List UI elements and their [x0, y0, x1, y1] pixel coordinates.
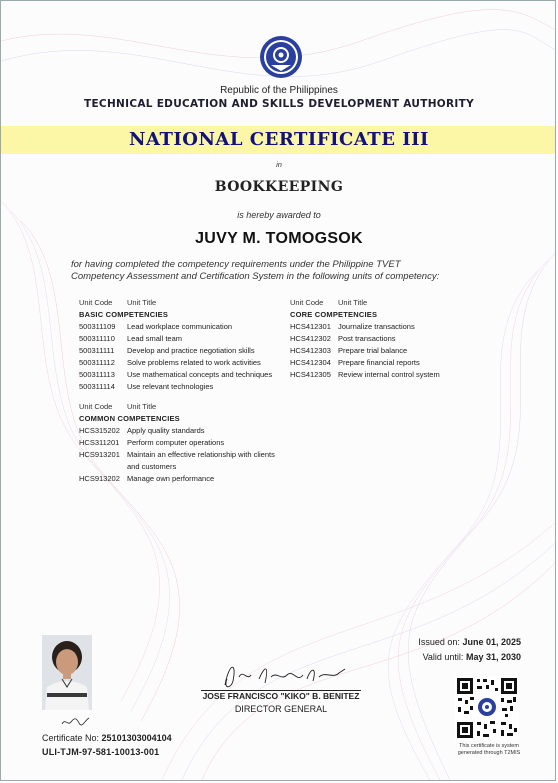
holder-photo [42, 635, 92, 710]
unit-row [79, 369, 289, 381]
unit-code: 500311110 [79, 334, 115, 343]
column-header [79, 297, 289, 309]
qr-code-icon [455, 676, 519, 740]
agency-name: TECHNICAL EDUCATION AND SKILLS DEVELOPMENT AUTHORITY [84, 98, 474, 110]
qr-note-line: This certificate is system [459, 743, 519, 749]
republic-label: Republic of the Philippines [220, 85, 338, 96]
core-competencies [290, 297, 490, 381]
valid-date: May 31, 2030 [465, 652, 521, 662]
basic-competencies [79, 297, 289, 393]
signatory-name-block [183, 691, 379, 701]
awarded-label: is hereby awarded to [237, 210, 321, 220]
basic-heading: BASIC COMPETENCIES [79, 310, 169, 319]
qr-note [449, 743, 529, 757]
unit-title: Post transactions [338, 334, 396, 343]
column-header [79, 401, 299, 413]
tesda-seal-icon [259, 35, 303, 79]
requirement-line: for having completed the competency requirements under the Philippine TVET [71, 259, 401, 270]
unit-title: Perform computer operations [127, 438, 225, 447]
qr-note-line: generated through T2MIS [457, 750, 521, 756]
unit-title-header: Unit Title [127, 402, 157, 411]
unit-row-continued [79, 461, 299, 473]
unit-title: Lead small team [127, 334, 183, 343]
unit-title: Manage own performance [127, 474, 215, 483]
unit-code: HCS412301 [290, 322, 331, 331]
unit-title: Solve problems related to work activities [127, 358, 261, 367]
unit-row [79, 437, 299, 449]
unit-row [290, 369, 490, 381]
unit-code: HCS412305 [290, 370, 331, 379]
common-competencies [79, 401, 299, 485]
unit-title: Use mathematical concepts and techniques [127, 370, 273, 379]
issued-date: June 01, 2025 [462, 637, 521, 647]
unit-code-header: Unit Code [79, 402, 113, 411]
certificate-number [42, 733, 172, 743]
in-label: in [276, 160, 282, 169]
certificate-type: NATIONAL CERTIFICATE III [129, 129, 429, 150]
unit-code: 500311111 [79, 346, 115, 355]
unit-row [290, 345, 490, 357]
cert-no-value: 25101303004104 [101, 733, 172, 743]
unit-row [79, 345, 289, 357]
unit-title-header: Unit Title [127, 298, 157, 307]
unit-row [79, 473, 299, 485]
common-heading: COMMON COMPETENCIES [79, 414, 180, 423]
validity-dates [381, 635, 521, 665]
unit-code: 500311113 [79, 370, 115, 379]
signatory-position: DIRECTOR GENERAL [234, 704, 328, 714]
unit-row [79, 381, 289, 393]
unit-title: and customers [127, 462, 177, 471]
holder-name: JUVY M. TOMOGSOK [195, 230, 363, 247]
column-header [290, 297, 490, 309]
unit-title: Prepare financial reports [338, 358, 420, 367]
unit-title: Prepare trial balance [338, 346, 408, 355]
valid-label: Valid until: [422, 652, 464, 662]
unit-row [79, 321, 289, 333]
uli-number: ULI-TJM-97-581-10013-001 [42, 747, 160, 757]
issued-line [381, 635, 521, 650]
unit-code: HCS412304 [290, 358, 331, 367]
unit-row [79, 449, 299, 461]
unit-title: Apply quality standards [127, 426, 205, 435]
unit-code: HCS412303 [290, 346, 331, 355]
unit-code: HCS315202 [79, 426, 120, 435]
valid-line [381, 650, 521, 665]
unit-row [79, 425, 299, 437]
core-heading: CORE COMPETENCIES [290, 310, 378, 319]
requirement-line: Competency Assessment and Certification System in the following units of competency: [71, 271, 440, 282]
holder-photo-image [42, 635, 92, 710]
unit-title-header: Unit Title [338, 298, 368, 307]
unit-title: Journalize transactions [338, 322, 415, 331]
unit-code-header: Unit Code [290, 298, 324, 307]
unit-row [290, 357, 490, 369]
unit-code-header: Unit Code [79, 298, 113, 307]
cert-no-label: Certificate No: [42, 733, 100, 743]
unit-title: Use relevant technologies [127, 382, 214, 391]
unit-row [290, 333, 490, 345]
unit-title: Develop and practice negotiation skills [127, 346, 255, 355]
qualification-title: BOOKKEEPING [214, 179, 344, 195]
unit-row [290, 321, 490, 333]
signatory-name: JOSE FRANCISCO "KIKO" B. BENITEZ [202, 691, 360, 701]
unit-code: 500311109 [79, 322, 116, 331]
director-signature [215, 655, 355, 693]
requirement-text [71, 259, 501, 283]
issued-label: Issued on: [418, 637, 460, 647]
unit-code: HCS311201 [79, 438, 120, 447]
holder-signature [59, 714, 91, 728]
unit-code: 500311114 [79, 382, 115, 391]
unit-row [79, 357, 289, 369]
unit-row [79, 333, 289, 345]
unit-code: HCS913201 [79, 450, 120, 459]
unit-code: HCS412302 [290, 334, 331, 343]
unit-title: Lead workplace communication [127, 322, 233, 331]
unit-title: Maintain an effective relationship with clients [127, 450, 275, 459]
unit-code: 500311112 [79, 358, 115, 367]
unit-title: Review internal control system [338, 370, 440, 379]
unit-code: HCS913202 [79, 474, 120, 483]
